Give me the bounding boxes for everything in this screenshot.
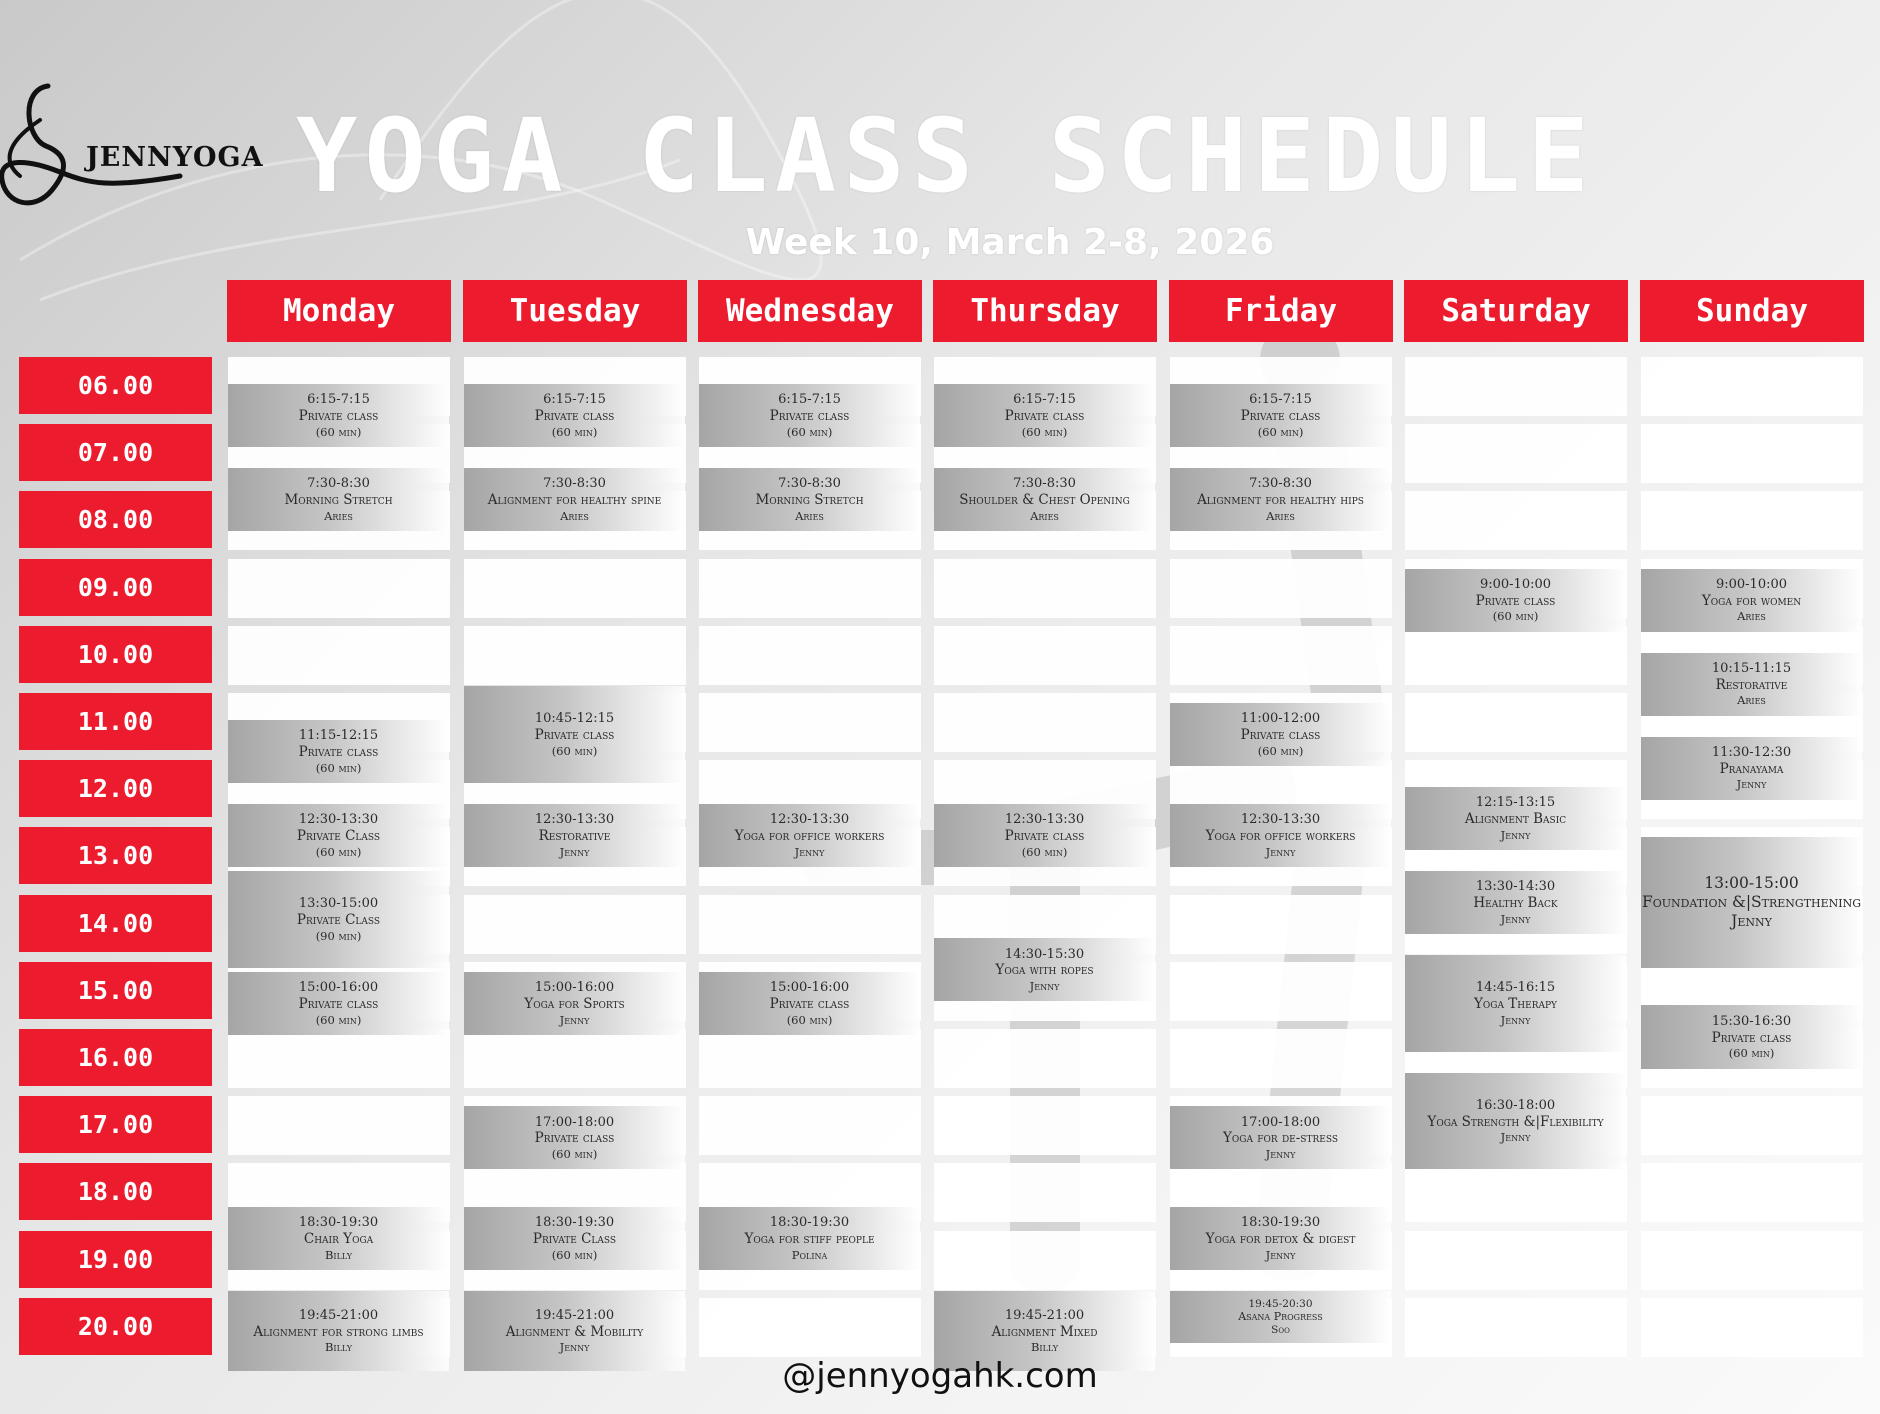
class-name: Private Class [296,828,381,845]
class-name: Alignment Basic [1464,811,1567,828]
class-block[interactable] [228,1291,449,1371]
empty-slot [934,1231,1156,1290]
class-block[interactable] [228,720,449,783]
class-info: (60 min) [551,743,598,758]
class-block[interactable] [228,871,449,968]
class-time: 15:00-16:00 [534,980,615,996]
class-block[interactable] [1405,871,1626,934]
class-block[interactable] [1170,804,1391,867]
empty-slot [464,1029,686,1088]
class-name: Alignment & Mobility [505,1323,644,1340]
class-time: 18:30-19:30 [769,1215,850,1231]
class-block[interactable] [934,938,1155,1001]
empty-slot [1405,357,1627,416]
class-name: Shoulder & Chest Opening [959,492,1130,509]
time-label: 09.00 [19,559,212,616]
class-name: Private class [534,727,615,744]
class-name: Private class [769,996,850,1013]
class-block[interactable] [464,1291,685,1371]
class-info: Jenny [1736,777,1767,792]
class-info: (60 min) [551,1247,598,1262]
class-name: Private class [298,744,379,761]
class-time: 7:30-8:30 [778,476,841,492]
class-info: Jenny [1500,911,1531,926]
class-time: 6:15-7:15 [307,392,370,408]
class-time: 9:00-10:00 [1715,577,1788,593]
class-name: Private class [1475,592,1556,609]
class-time: 7:30-8:30 [543,476,606,492]
class-name: Alignment Mixed [991,1323,1098,1340]
class-time: 15:30-16:30 [1711,1013,1792,1029]
day-header-saturday: Saturday [1404,280,1628,342]
empty-slot [1405,491,1627,550]
class-name: Restorative [538,828,611,845]
class-name: Private class [534,408,615,425]
class-name: Yoga for detox & digest [1205,1231,1356,1248]
class-block[interactable] [228,804,449,867]
class-block[interactable] [1641,653,1862,716]
class-block[interactable] [699,972,920,1035]
day-header-sunday: Sunday [1640,280,1864,342]
class-time: 19:45-21:00 [534,1307,615,1323]
class-name: Morning Stretch [755,492,864,509]
class-block[interactable] [699,384,920,447]
class-info: Soo [1271,1323,1290,1336]
class-block[interactable] [934,468,1155,531]
class-name: Alignment for healthy hips [1197,492,1364,509]
empty-slot [1641,1298,1863,1357]
empty-slot [1170,626,1392,685]
time-label: 08.00 [19,491,212,548]
class-name: Alignment for healthy spine [487,492,662,509]
class-info: Jenny [1731,912,1772,931]
class-time: 6:15-7:15 [778,392,841,408]
class-block[interactable] [1405,1073,1626,1170]
class-info: (60 min) [315,760,362,775]
class-info: Jenny [559,1340,590,1355]
empty-slot [934,1163,1156,1222]
class-info: Jenny [1029,978,1060,993]
empty-slot [1405,1298,1627,1357]
class-time: 12:30-13:30 [769,812,850,828]
day-header-tuesday: Tuesday [463,280,687,342]
class-name: Morning Stretch [284,492,393,509]
class-info: Jenny [1265,1146,1296,1161]
class-time: 7:30-8:30 [1013,476,1076,492]
class-name: Asana Progress [1238,1310,1323,1324]
class-name: Private class [1240,727,1321,744]
class-block[interactable] [699,468,920,531]
class-time: 6:15-7:15 [543,392,606,408]
logo-text: JENNYOGA [86,142,264,173]
class-info: Aries [1266,508,1295,523]
class-info: Aries [1030,508,1059,523]
class-block[interactable] [228,972,449,1035]
class-time: 14:30-15:30 [1004,946,1085,962]
class-info: Jenny [1265,844,1296,859]
time-label: 17.00 [19,1096,212,1153]
class-time: 13:30-15:00 [298,896,379,912]
class-name: Private class [769,408,850,425]
class-block[interactable] [464,972,685,1035]
day-header-wednesday: Wednesday [698,280,922,342]
empty-slot [1641,424,1863,483]
class-info: Jenny [1265,1247,1296,1262]
class-name: Private class [298,408,379,425]
time-label: 13.00 [19,827,212,884]
class-info: Aries [560,508,589,523]
class-name: Yoga Strength &|Flexibility [1427,1113,1604,1130]
class-info: Jenny [1500,1012,1531,1027]
class-time: 10:45-12:15 [534,711,615,727]
page-title: YOGA CLASS SCHEDULE [296,97,1596,216]
class-time: 9:00-10:00 [1479,577,1552,593]
class-name: Private class [1004,408,1085,425]
class-info: Polina [791,1247,828,1262]
empty-slot [464,626,686,685]
time-label: 06.00 [19,357,212,414]
class-block[interactable] [464,686,685,783]
class-name: Healthy Back [1473,895,1558,912]
class-info: (60 min) [1492,609,1539,624]
class-info: (60 min) [315,424,362,439]
class-name: Yoga for office workers [734,828,885,845]
class-block[interactable] [228,1207,449,1270]
class-time: 6:15-7:15 [1013,392,1076,408]
empty-slot [228,1029,450,1088]
class-block[interactable] [1405,787,1626,850]
class-time: 19:45-21:00 [298,1307,379,1323]
class-info: Jenny [559,844,590,859]
class-time: 16:30-18:00 [1475,1097,1556,1113]
class-name: Private class [534,1130,615,1147]
class-name: Private class [298,996,379,1013]
class-info: (60 min) [1728,1046,1775,1061]
class-block[interactable] [1170,468,1391,531]
class-name: Foundation &|Strengthening [1641,893,1862,912]
class-block[interactable] [699,804,920,867]
class-info: (60 min) [1257,743,1304,758]
class-block[interactable] [1170,703,1391,766]
empty-slot [1405,626,1627,685]
empty-slot [699,1298,921,1357]
class-block[interactable] [934,804,1155,867]
class-info: Aries [324,508,353,523]
class-time: 7:30-8:30 [307,476,370,492]
class-time: 18:30-19:30 [534,1215,615,1231]
empty-slot [1170,895,1392,954]
empty-slot [1405,1163,1627,1222]
class-name: Yoga for de-stress [1223,1130,1338,1147]
class-name: Alignment for strong limbs [253,1323,424,1340]
empty-slot [699,895,921,954]
class-name: Pranayama [1719,760,1784,777]
day-header-thursday: Thursday [933,280,1157,342]
empty-slot [1170,559,1392,618]
class-time: 17:00-18:00 [534,1114,615,1130]
class-name: Private Class [296,912,381,929]
class-info: (60 min) [786,1012,833,1027]
time-label: 14.00 [19,895,212,952]
time-label: 15.00 [19,962,212,1019]
empty-slot [699,626,921,685]
time-label: 16.00 [19,1029,212,1086]
empty-slot [934,626,1156,685]
class-time: 19:45-21:00 [1004,1307,1085,1323]
time-label: 18.00 [19,1163,212,1220]
empty-slot [1641,1163,1863,1222]
class-name: Private Class [532,1231,617,1248]
class-block[interactable] [1641,837,1862,967]
empty-slot [934,559,1156,618]
class-block[interactable] [1641,737,1862,800]
empty-slot [1405,424,1627,483]
class-info: (60 min) [1021,844,1068,859]
class-time: 18:30-19:30 [1240,1215,1321,1231]
class-time: 17:00-18:00 [1240,1114,1321,1130]
class-info: Jenny [1500,1130,1531,1145]
class-block[interactable] [1405,569,1626,632]
class-block[interactable] [1170,1207,1391,1270]
class-time: 13:00-15:00 [1704,874,1799,893]
class-time: 11:30-12:30 [1711,745,1792,761]
class-info: Jenny [794,844,825,859]
class-info: Jenny [559,1012,590,1027]
empty-slot [699,1096,921,1155]
empty-slot [934,1029,1156,1088]
website-handle[interactable]: @jennyogahk.com [782,1356,1098,1396]
empty-slot [934,1096,1156,1155]
class-info: (90 min) [315,928,362,943]
class-name: Yoga for stiff people [744,1231,875,1248]
class-block[interactable] [1170,384,1391,447]
class-block[interactable] [464,468,685,531]
page-subtitle: Week 10, March 2-8, 2026 [745,222,1275,263]
class-name: Private class [1711,1029,1792,1046]
class-time: 12:30-13:30 [534,812,615,828]
class-name: Yoga for women [1701,592,1802,609]
class-time: 15:00-16:00 [298,980,379,996]
class-block[interactable] [934,384,1155,447]
class-info: (60 min) [315,844,362,859]
class-time: 13:30-14:30 [1475,879,1556,895]
class-block[interactable] [1170,1106,1391,1169]
empty-slot [1641,1096,1863,1155]
empty-slot [228,1096,450,1155]
time-label: 19.00 [19,1231,212,1288]
class-block[interactable] [464,384,685,447]
empty-slot [1405,693,1627,752]
class-name: Restorative [1715,676,1788,693]
class-info: Billy [324,1247,352,1262]
day-header-monday: Monday [227,280,451,342]
class-name: Chair Yoga [303,1231,374,1248]
class-block[interactable] [1641,1005,1862,1068]
class-block[interactable] [464,1207,685,1270]
class-info: (60 min) [551,1146,598,1161]
time-label: 07.00 [19,424,212,481]
empty-slot [1405,1231,1627,1290]
class-time: 10:15-11:15 [1711,661,1792,677]
time-label: 10.00 [19,626,212,683]
class-block[interactable] [228,468,449,531]
empty-slot [464,559,686,618]
class-name: Yoga with ropes [995,962,1094,979]
class-name: Yoga for Sports [524,996,625,1013]
class-block[interactable] [464,804,685,867]
class-time: 14:45-16:15 [1475,980,1556,996]
empty-slot [1170,1029,1392,1088]
class-name: Private class [1004,828,1085,845]
empty-slot [934,693,1156,752]
class-time: 12:30-13:30 [1240,812,1321,828]
day-header-friday: Friday [1169,280,1393,342]
class-info: (60 min) [551,424,598,439]
class-info: Billy [1030,1340,1058,1355]
class-time: 12:15-13:15 [1475,795,1556,811]
empty-slot [699,559,921,618]
class-time: 11:15-12:15 [298,728,379,744]
class-name: Private class [1240,408,1321,425]
class-time: 12:30-13:30 [1004,812,1085,828]
class-name: Yoga Therapy [1474,996,1557,1013]
empty-slot [1641,491,1863,550]
class-info: (60 min) [1257,424,1304,439]
class-time: 6:15-7:15 [1249,392,1312,408]
empty-slot [464,895,686,954]
empty-slot [228,626,450,685]
class-time: 18:30-19:30 [298,1215,379,1231]
class-name: Yoga for office workers [1205,828,1356,845]
class-block[interactable] [1170,1291,1391,1343]
class-time: 19:45-20:30 [1248,1297,1313,1310]
class-time: 12:30-13:30 [298,812,379,828]
empty-slot [1170,962,1392,1021]
empty-slot [699,1029,921,1088]
class-info: Aries [1737,609,1766,624]
class-time: 15:00-16:00 [769,980,850,996]
class-info: (60 min) [786,424,833,439]
class-info: Billy [324,1340,352,1355]
class-block[interactable] [1641,569,1862,632]
class-info: (60 min) [1021,424,1068,439]
empty-slot [228,559,450,618]
class-block[interactable] [464,1106,685,1169]
time-label: 12.00 [19,760,212,817]
class-block[interactable] [228,384,449,447]
time-label: 11.00 [19,693,212,750]
class-info: Aries [1737,693,1766,708]
class-block[interactable] [1405,955,1626,1052]
class-time: 11:00-12:00 [1240,711,1321,727]
empty-slot [1641,357,1863,416]
class-info: Jenny [1500,827,1531,842]
class-block[interactable] [699,1207,920,1270]
class-time: 7:30-8:30 [1249,476,1312,492]
time-label: 20.00 [19,1298,212,1355]
empty-slot [1641,1231,1863,1290]
class-info: (60 min) [315,1012,362,1027]
class-info: Aries [795,508,824,523]
empty-slot [699,693,921,752]
